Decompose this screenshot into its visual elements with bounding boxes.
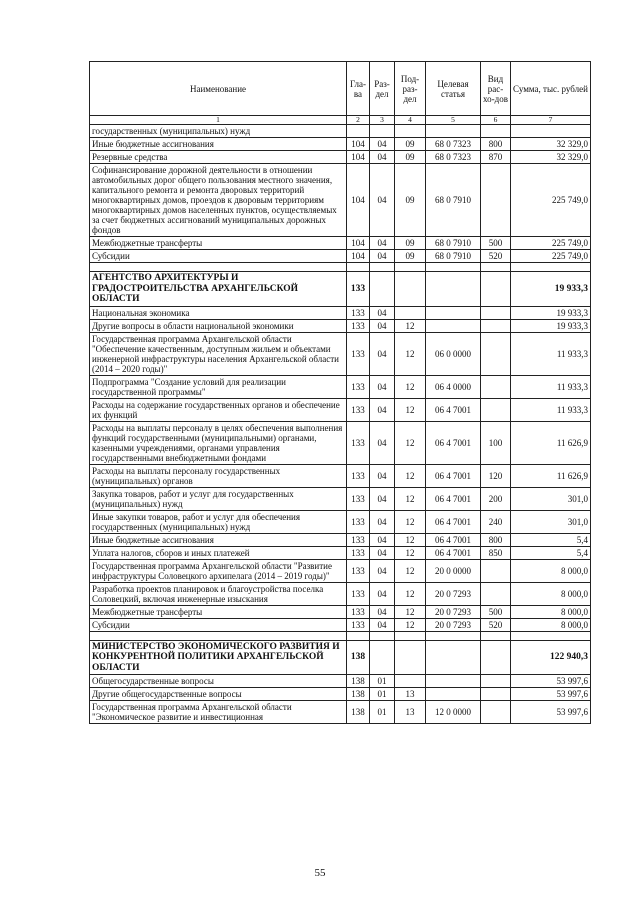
cell-glava: 133 <box>347 464 370 487</box>
cell-razdel: 04 <box>370 464 395 487</box>
cell-razdel: 01 <box>370 688 395 701</box>
cell-vid <box>481 125 511 138</box>
cell-razdel: 01 <box>370 675 395 688</box>
col-number: 2 <box>347 116 370 125</box>
col-number: 5 <box>426 116 481 125</box>
cell-name: Закупка товаров, работ и услуг для государственных (муниципальных) нужд <box>90 487 347 510</box>
cell-vid: 500 <box>481 605 511 618</box>
cell-vid: 520 <box>481 250 511 263</box>
cell-podrazdel <box>395 675 426 688</box>
cell-target: 68 0 7910 <box>426 250 481 263</box>
cell-vid <box>481 559 511 582</box>
cell-glava: 133 <box>347 398 370 421</box>
cell-razdel: 04 <box>370 421 395 464</box>
cell-razdel: 04 <box>370 398 395 421</box>
cell-podrazdel: 12 <box>395 421 426 464</box>
cell-razdel <box>370 125 395 138</box>
col-number: 6 <box>481 116 511 125</box>
cell-name: Иные бюджетные ассигнования <box>90 138 347 151</box>
table-row <box>90 582 591 605</box>
header-razdel: Раз-дел <box>370 62 395 116</box>
cell-name: Межбюджетные трансферты <box>90 237 347 250</box>
table-row <box>90 164 591 237</box>
cell-name: Другие вопросы в области национальной экономики <box>90 319 347 332</box>
cell-podrazdel: 09 <box>395 164 426 237</box>
cell-podrazdel: 12 <box>395 559 426 582</box>
cell-vid: 800 <box>481 138 511 151</box>
cell-name: Национальная экономика <box>90 306 347 319</box>
spacer-cell <box>426 263 481 272</box>
cell-razdel: 04 <box>370 164 395 237</box>
cell-vid <box>481 164 511 237</box>
cell-podrazdel: 09 <box>395 151 426 164</box>
cell-razdel: 04 <box>370 618 395 631</box>
cell-razdel: 04 <box>370 533 395 546</box>
column-number-row <box>90 116 591 125</box>
cell-vid <box>481 582 511 605</box>
cell-name: Государственная программа Архангельской области "Развитие инфраструктуры Соловецкого архипелага (2014 – 2019 годы)" <box>90 559 347 582</box>
cell-vid <box>481 306 511 319</box>
cell-glava: 138 <box>347 701 370 724</box>
cell-vid <box>481 701 511 724</box>
cell-target: 06 4 7001 <box>426 464 481 487</box>
header-podrazdel: Под-раз-дел <box>395 62 426 116</box>
cell-podrazdel: 12 <box>395 510 426 533</box>
section-heading-row <box>90 272 591 307</box>
spacer-cell <box>90 631 347 640</box>
cell-target <box>426 272 481 307</box>
cell-vid: 200 <box>481 487 511 510</box>
cell-razdel: 04 <box>370 510 395 533</box>
cell-name: Субсидии <box>90 250 347 263</box>
cell-razdel: 04 <box>370 582 395 605</box>
table-row <box>90 559 591 582</box>
header-target: Целевая статья <box>426 62 481 116</box>
table-body <box>90 125 591 724</box>
cell-sum: 225 749,0 <box>511 164 591 237</box>
cell-podrazdel: 12 <box>395 618 426 631</box>
cell-sum: 11 933,3 <box>511 332 591 375</box>
table-row <box>90 605 591 618</box>
table-row <box>90 688 591 701</box>
cell-target: 20 0 7293 <box>426 605 481 618</box>
cell-target: 20 0 7293 <box>426 618 481 631</box>
cell-glava: 138 <box>347 688 370 701</box>
cell-target <box>426 319 481 332</box>
spacer-row <box>90 263 591 272</box>
cell-podrazdel: 09 <box>395 237 426 250</box>
cell-sum: 11 933,3 <box>511 375 591 398</box>
cell-sum: 32 329,0 <box>511 138 591 151</box>
table-row <box>90 464 591 487</box>
header-name: Наименование <box>90 62 347 116</box>
cell-podrazdel: 12 <box>395 487 426 510</box>
spacer-row <box>90 631 591 640</box>
cell-razdel: 04 <box>370 250 395 263</box>
cell-podrazdel: 12 <box>395 605 426 618</box>
cell-podrazdel: 13 <box>395 701 426 724</box>
cell-sum: 32 329,0 <box>511 151 591 164</box>
cell-podrazdel: 12 <box>395 464 426 487</box>
cell-podrazdel <box>395 306 426 319</box>
cell-name: Иные бюджетные ассигнования <box>90 533 347 546</box>
budget-document-page <box>89 61 590 724</box>
spacer-cell <box>370 631 395 640</box>
cell-target: 06 4 7001 <box>426 487 481 510</box>
cell-vid: 100 <box>481 421 511 464</box>
cell-name: Другие общегосударственные вопросы <box>90 688 347 701</box>
cell-sum: 8 000,0 <box>511 559 591 582</box>
cell-sum: 5,4 <box>511 533 591 546</box>
cell-razdel: 04 <box>370 375 395 398</box>
cell-sum: 11 933,3 <box>511 398 591 421</box>
cell-name: Государственная программа Архангельской области "Обеспечение качественным, доступным жильем и объектами инженерной инфраструктуры населения Архангельской области (2014 – 2020 годы)" <box>90 332 347 375</box>
cell-podrazdel: 12 <box>395 582 426 605</box>
cell-podrazdel: 12 <box>395 533 426 546</box>
cell-glava: 133 <box>347 332 370 375</box>
cell-vid <box>481 272 511 307</box>
cell-sum: 5,4 <box>511 546 591 559</box>
table-row <box>90 421 591 464</box>
cell-sum <box>511 125 591 138</box>
col-number: 1 <box>90 116 347 125</box>
cell-glava: 133 <box>347 533 370 546</box>
cell-target: 68 0 7323 <box>426 151 481 164</box>
cell-name: Расходы на выплаты персоналу в целях обеспечения выполнения функций государственными (муниципальными) органами, казенными учреждениями, органами управления государственными внебюджетными фондами <box>90 421 347 464</box>
cell-razdel: 01 <box>370 701 395 724</box>
col-number: 3 <box>370 116 395 125</box>
cell-podrazdel: 12 <box>395 332 426 375</box>
cell-sum: 301,0 <box>511 510 591 533</box>
cell-sum: 53 997,6 <box>511 701 591 724</box>
table-row <box>90 332 591 375</box>
cell-sum: 53 997,6 <box>511 675 591 688</box>
cell-vid <box>481 398 511 421</box>
cell-glava: 133 <box>347 421 370 464</box>
cell-razdel: 04 <box>370 151 395 164</box>
table-row <box>90 487 591 510</box>
cell-target <box>426 125 481 138</box>
table-row <box>90 375 591 398</box>
cell-razdel: 04 <box>370 559 395 582</box>
cell-target: 06 4 7001 <box>426 398 481 421</box>
cell-vid: 120 <box>481 464 511 487</box>
cell-podrazdel: 09 <box>395 138 426 151</box>
cell-name: Субсидии <box>90 618 347 631</box>
cell-target: 68 0 7910 <box>426 237 481 250</box>
table-row <box>90 151 591 164</box>
cell-glava: 104 <box>347 164 370 237</box>
cell-name: Подпрограмма "Создание условий для реализации государственной программы" <box>90 375 347 398</box>
spacer-cell <box>481 263 511 272</box>
table-row <box>90 306 591 319</box>
cell-razdel: 04 <box>370 605 395 618</box>
cell-vid: 240 <box>481 510 511 533</box>
spacer-cell <box>395 263 426 272</box>
cell-podrazdel <box>395 640 426 675</box>
cell-sum: 225 749,0 <box>511 250 591 263</box>
cell-sum: 301,0 <box>511 487 591 510</box>
cell-glava: 104 <box>347 237 370 250</box>
section-heading-row <box>90 640 591 675</box>
cell-target: 06 4 0000 <box>426 375 481 398</box>
cell-sum: 19 933,3 <box>511 306 591 319</box>
cell-target <box>426 306 481 319</box>
cell-name: Общегосударственные вопросы <box>90 675 347 688</box>
table-row <box>90 250 591 263</box>
cell-razdel: 04 <box>370 138 395 151</box>
cell-name: Расходы на выплаты персоналу государственных (муниципальных) органов <box>90 464 347 487</box>
cell-razdel: 04 <box>370 546 395 559</box>
cell-podrazdel: 09 <box>395 250 426 263</box>
cell-razdel <box>370 640 395 675</box>
cell-glava: 133 <box>347 546 370 559</box>
cell-target <box>426 675 481 688</box>
cell-glava: 133 <box>347 319 370 332</box>
table-row <box>90 510 591 533</box>
table-row <box>90 237 591 250</box>
table-row <box>90 125 591 138</box>
header-vid: Вид рас-хо-дов <box>481 62 511 116</box>
cell-razdel <box>370 272 395 307</box>
header-sum: Сумма, тыс. рублей <box>511 62 591 116</box>
cell-vid: 800 <box>481 533 511 546</box>
cell-sum: 225 749,0 <box>511 237 591 250</box>
cell-glava: 133 <box>347 375 370 398</box>
spacer-cell <box>511 631 591 640</box>
cell-vid: 500 <box>481 237 511 250</box>
cell-glava: 104 <box>347 138 370 151</box>
table-row <box>90 533 591 546</box>
cell-vid <box>481 319 511 332</box>
cell-target <box>426 640 481 675</box>
cell-target: 06 4 7001 <box>426 421 481 464</box>
cell-vid: 520 <box>481 618 511 631</box>
cell-name: Резервные средства <box>90 151 347 164</box>
cell-vid: 850 <box>481 546 511 559</box>
cell-podrazdel <box>395 272 426 307</box>
cell-target: 68 0 7910 <box>426 164 481 237</box>
cell-name: Иные закупки товаров, работ и услуг для обеспечения государственных (муниципальных) нужд <box>90 510 347 533</box>
table-row <box>90 546 591 559</box>
cell-glava: 133 <box>347 272 370 307</box>
cell-glava: 104 <box>347 250 370 263</box>
cell-sum: 11 626,9 <box>511 464 591 487</box>
cell-name: МИНИСТЕРСТВО ЭКОНОМИЧЕСКОГО РАЗВИТИЯ И КОНКУРЕНТНОЙ ПОЛИТИКИ АРХАНГЕЛЬСКОЙ ОБЛАСТИ <box>90 640 347 675</box>
cell-target: 06 4 7001 <box>426 546 481 559</box>
cell-sum: 19 933,3 <box>511 272 591 307</box>
cell-glava: 133 <box>347 306 370 319</box>
cell-sum: 8 000,0 <box>511 582 591 605</box>
cell-podrazdel: 12 <box>395 375 426 398</box>
cell-vid <box>481 640 511 675</box>
cell-glava: 133 <box>347 605 370 618</box>
spacer-cell <box>347 263 370 272</box>
spacer-cell <box>90 263 347 272</box>
cell-glava: 133 <box>347 510 370 533</box>
table-row <box>90 398 591 421</box>
cell-target: 06 0 0000 <box>426 332 481 375</box>
table-row <box>90 138 591 151</box>
cell-target: 12 0 0000 <box>426 701 481 724</box>
cell-target: 06 4 7001 <box>426 533 481 546</box>
cell-razdel: 04 <box>370 237 395 250</box>
cell-podrazdel: 12 <box>395 546 426 559</box>
cell-sum: 8 000,0 <box>511 605 591 618</box>
cell-name: Разработка проектов планировок и благоустройства поселка Соловецкий, включая инженерные изыскания <box>90 582 347 605</box>
table-row <box>90 319 591 332</box>
cell-sum: 11 626,9 <box>511 421 591 464</box>
cell-glava: 133 <box>347 559 370 582</box>
cell-sum: 122 940,3 <box>511 640 591 675</box>
cell-glava: 104 <box>347 151 370 164</box>
spacer-cell <box>370 263 395 272</box>
cell-target: 20 0 0000 <box>426 559 481 582</box>
cell-name: Расходы на содержание государственных органов и обеспечение их функций <box>90 398 347 421</box>
header-row <box>90 62 591 116</box>
cell-name: Софинансирование дорожной деятельности в отношении автомобильных дорог общего пользования местного значения, капитального ремонта и ремонта дворовых территорий многоквартирных домов, проездов к дворовым территориям многоквартирных домов населенных пунктов, осуществляемых за счет бюджетных ассигнований муниципальных дорожных фондов <box>90 164 347 237</box>
cell-razdel: 04 <box>370 332 395 375</box>
col-number: 4 <box>395 116 426 125</box>
budget-table <box>89 61 591 724</box>
table-row <box>90 618 591 631</box>
spacer-cell <box>426 631 481 640</box>
cell-razdel: 04 <box>370 306 395 319</box>
cell-name: Государственная программа Архангельской области "Экономическое развитие и инвестиционная <box>90 701 347 724</box>
cell-name: Межбюджетные трансферты <box>90 605 347 618</box>
table-row <box>90 675 591 688</box>
cell-vid <box>481 688 511 701</box>
cell-vid: 870 <box>481 151 511 164</box>
cell-podrazdel: 12 <box>395 398 426 421</box>
col-number: 7 <box>511 116 591 125</box>
cell-glava: 138 <box>347 640 370 675</box>
cell-name: Уплата налогов, сборов и иных платежей <box>90 546 347 559</box>
cell-glava: 133 <box>347 618 370 631</box>
cell-glava: 133 <box>347 487 370 510</box>
cell-glava <box>347 125 370 138</box>
cell-sum: 8 000,0 <box>511 618 591 631</box>
cell-sum: 19 933,3 <box>511 319 591 332</box>
spacer-cell <box>511 263 591 272</box>
spacer-cell <box>481 631 511 640</box>
cell-vid <box>481 675 511 688</box>
page-number: 55 <box>314 867 326 879</box>
cell-target: 20 0 7293 <box>426 582 481 605</box>
cell-name: АГЕНТСТВО АРХИТЕКТУРЫ И ГРАДОСТРОИТЕЛЬСТВА АРХАНГЕЛЬСКОЙ ОБЛАСТИ <box>90 272 347 307</box>
cell-target: 06 4 7001 <box>426 510 481 533</box>
spacer-cell <box>395 631 426 640</box>
table-row <box>90 701 591 724</box>
cell-target <box>426 688 481 701</box>
cell-razdel: 04 <box>370 487 395 510</box>
cell-vid <box>481 332 511 375</box>
cell-vid <box>481 375 511 398</box>
cell-target: 68 0 7323 <box>426 138 481 151</box>
cell-podrazdel: 13 <box>395 688 426 701</box>
cell-glava: 138 <box>347 675 370 688</box>
cell-glava: 133 <box>347 582 370 605</box>
cell-sum: 53 997,6 <box>511 688 591 701</box>
cell-razdel: 04 <box>370 319 395 332</box>
spacer-cell <box>347 631 370 640</box>
cell-podrazdel: 12 <box>395 319 426 332</box>
cell-name: государственных (муниципальных) нужд <box>90 125 347 138</box>
cell-podrazdel <box>395 125 426 138</box>
header-glava: Гла-ва <box>347 62 370 116</box>
